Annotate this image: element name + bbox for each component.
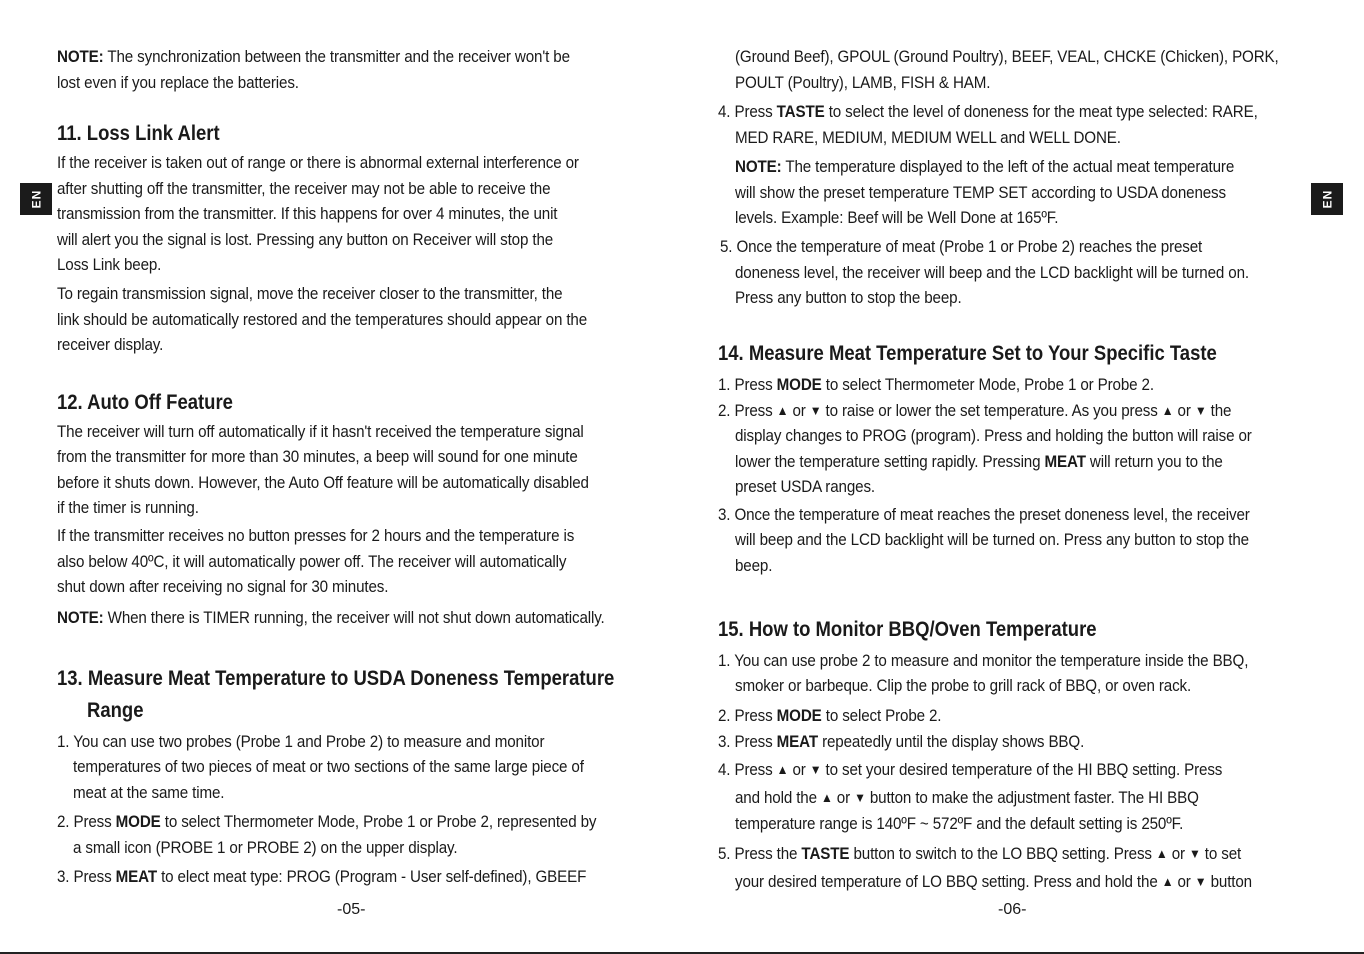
up-arrow-icon: ▲	[1161, 874, 1174, 889]
heading-specific-taste: 14. Measure Meat Temperature Set to Your Specific Taste	[718, 342, 1217, 365]
heading-loss-link-alert: 11. Loss Link Alert	[57, 122, 220, 145]
paragraph-line: The receiver will turn off automatically if it hasn't received the temperature signal	[57, 423, 584, 441]
list-item: 2. Press ▲ or ▼ to raise or lower the set temperature. As you press ▲ or ▼ the	[718, 402, 1232, 420]
note-usda-line2: will show the preset temperature TEMP SET according to USDA doneness	[735, 184, 1226, 202]
page-number: -05-	[337, 901, 366, 918]
list-item: 5. Press the TASTE button to switch to the LO BBQ setting. Press ▲ or ▼ to set	[718, 845, 1242, 863]
list-item-cont: temperatures of two pieces of meat or two sections of the same large piece of	[73, 758, 584, 776]
list-item: 1. You can use probe 2 to measure and monitor the temperature inside the BBQ,	[718, 652, 1249, 670]
list-item-cont: (Ground Beef), GPOUL (Ground Poultry), BEEF, VEAL, CHCKE (Chicken), PORK,	[735, 48, 1279, 66]
paragraph-line: receiver display.	[57, 336, 164, 354]
paragraph-line: To regain transmission signal, move the receiver closer to the transmitter, the	[57, 285, 563, 303]
down-arrow-icon: ▼	[854, 790, 866, 805]
list-item: 5. Once the temperature of meat (Probe 1 or Probe 2) reaches the preset	[720, 238, 1203, 256]
up-arrow-icon: ▲	[820, 790, 833, 805]
heading-bbq-oven: 15. How to Monitor BBQ/Oven Temperature	[718, 618, 1097, 641]
down-arrow-icon: ▼	[1194, 874, 1207, 889]
paragraph-line: from the transmitter for more than 30 minutes, a beep will sound for one minute	[57, 448, 578, 466]
list-item-cont: your desired temperature of LO BBQ setting. Press and hold the ▲ or ▼ button	[735, 873, 1252, 891]
list-item-cont: doneness level, the receiver will beep and the LCD backlight will be turned on.	[735, 264, 1249, 282]
list-item-cont: POULT (Poultry), LAMB, FISH & HAM.	[735, 74, 991, 92]
paragraph-line: shut down after receiving no signal for 30 minutes.	[57, 578, 389, 596]
list-item-cont: temperature range is 140ºF ~ 572ºF and the default setting is 250ºF.	[735, 815, 1184, 833]
note-usda: NOTE: The temperature displayed to the left of the actual meat temperature	[735, 158, 1235, 176]
down-arrow-icon: ▼	[809, 403, 822, 418]
list-item-cont: will beep and the LCD backlight will be turned on. Press any button to stop the	[735, 531, 1249, 549]
paragraph-line: if the timer is running.	[57, 499, 199, 517]
language-tab-right: EN	[1311, 183, 1343, 215]
list-item-cont: lower the temperature setting rapidly. Pressing MEAT will return you to the	[735, 453, 1223, 471]
right-page	[682, 0, 1364, 954]
list-item: 3. Press MEAT to elect meat type: PROG (Program - User self-defined), GBEEF	[57, 868, 587, 886]
paragraph-line: before it shuts down. However, the Auto Off feature will be automatically disabled	[57, 474, 589, 492]
paragraph-line: also below 40ºC, it will automatically power off. The receiver will automatically	[57, 553, 567, 571]
heading-usda-doneness: 13. Measure Meat Temperature to USDA Doneness Temperature	[57, 667, 615, 690]
list-item: 3. Once the temperature of meat reaches the preset doneness level, the receiver	[718, 506, 1250, 524]
up-arrow-icon: ▲	[776, 762, 789, 777]
list-item: 2. Press MODE to select Probe 2.	[718, 707, 942, 725]
paragraph-line: If the receiver is taken out of range or there is abnormal external interference or	[57, 154, 579, 172]
list-item: 3. Press MEAT repeatedly until the display shows BBQ.	[718, 733, 1085, 751]
note-sync: NOTE: The synchronization between the transmitter and the receiver won't be	[57, 48, 570, 66]
list-item: 4. Press TASTE to select the level of doneness for the meat type selected: RARE,	[718, 103, 1258, 121]
list-item-cont: display changes to PROG (program). Press and holding the button will raise or	[735, 427, 1252, 445]
down-arrow-icon: ▼	[809, 762, 822, 777]
heading-auto-off-feature: 12. Auto Off Feature	[57, 391, 233, 414]
list-item: 4. Press ▲ or ▼ to set your desired temperature of the HI BBQ setting. Press	[718, 761, 1223, 779]
paragraph-line: will alert you the signal is lost. Pressing any button on Receiver will stop the	[57, 231, 554, 249]
up-arrow-icon: ▲	[776, 403, 789, 418]
down-arrow-icon: ▼	[1194, 403, 1207, 418]
language-tab-left: EN	[20, 183, 52, 215]
up-arrow-icon: ▲	[1155, 846, 1168, 861]
paragraph-line: Loss Link beep.	[57, 256, 162, 274]
list-item-cont: and hold the ▲ or ▼ button to make the adjustment faster. The HI BBQ	[735, 789, 1199, 807]
list-item-cont: Press any button to stop the beep.	[735, 289, 962, 307]
down-arrow-icon: ▼	[1189, 846, 1201, 861]
paragraph-line: link should be automatically restored and the temperatures should appear on the	[57, 311, 588, 329]
list-item-cont: meat at the same time.	[73, 784, 225, 802]
list-item: 1. Press MODE to select Thermometer Mode, Probe 1 or Probe 2.	[718, 376, 1154, 394]
paragraph-line: If the transmitter receives no button presses for 2 hours and the temperature is	[57, 527, 575, 545]
note-usda-line3: levels. Example: Beef will be Well Done at 165ºF.	[735, 209, 1059, 227]
list-item-cont: smoker or barbeque. Clip the probe to grill rack of BBQ, or oven rack.	[735, 677, 1192, 695]
list-item-cont: MED RARE, MEDIUM, MEDIUM WELL and WELL DONE.	[735, 129, 1121, 147]
paragraph-line: transmission from the transmitter. If this happens for over 4 minutes, the unit	[57, 205, 558, 223]
list-item-cont: preset USDA ranges.	[735, 478, 875, 496]
note-sync-line2: lost even if you replace the batteries.	[57, 74, 299, 92]
heading-usda-doneness-line2: Range	[87, 699, 144, 722]
list-item: 1. You can use two probes (Probe 1 and Probe 2) to measure and monitor	[57, 733, 545, 751]
up-arrow-icon: ▲	[1161, 403, 1174, 418]
list-item-cont: a small icon (PROBE 1 or PROBE 2) on the upper display.	[73, 839, 458, 857]
note-timer: NOTE: When there is TIMER running, the receiver will not shut down automatically.	[57, 609, 605, 627]
page-number: -06-	[998, 901, 1027, 918]
list-item: 2. Press MODE to select Thermometer Mode, Probe 1 or Probe 2, represented by	[57, 813, 597, 831]
paragraph-line: after shutting off the transmitter, the receiver may not be able to receive the	[57, 180, 551, 198]
list-item-cont: beep.	[735, 557, 773, 575]
